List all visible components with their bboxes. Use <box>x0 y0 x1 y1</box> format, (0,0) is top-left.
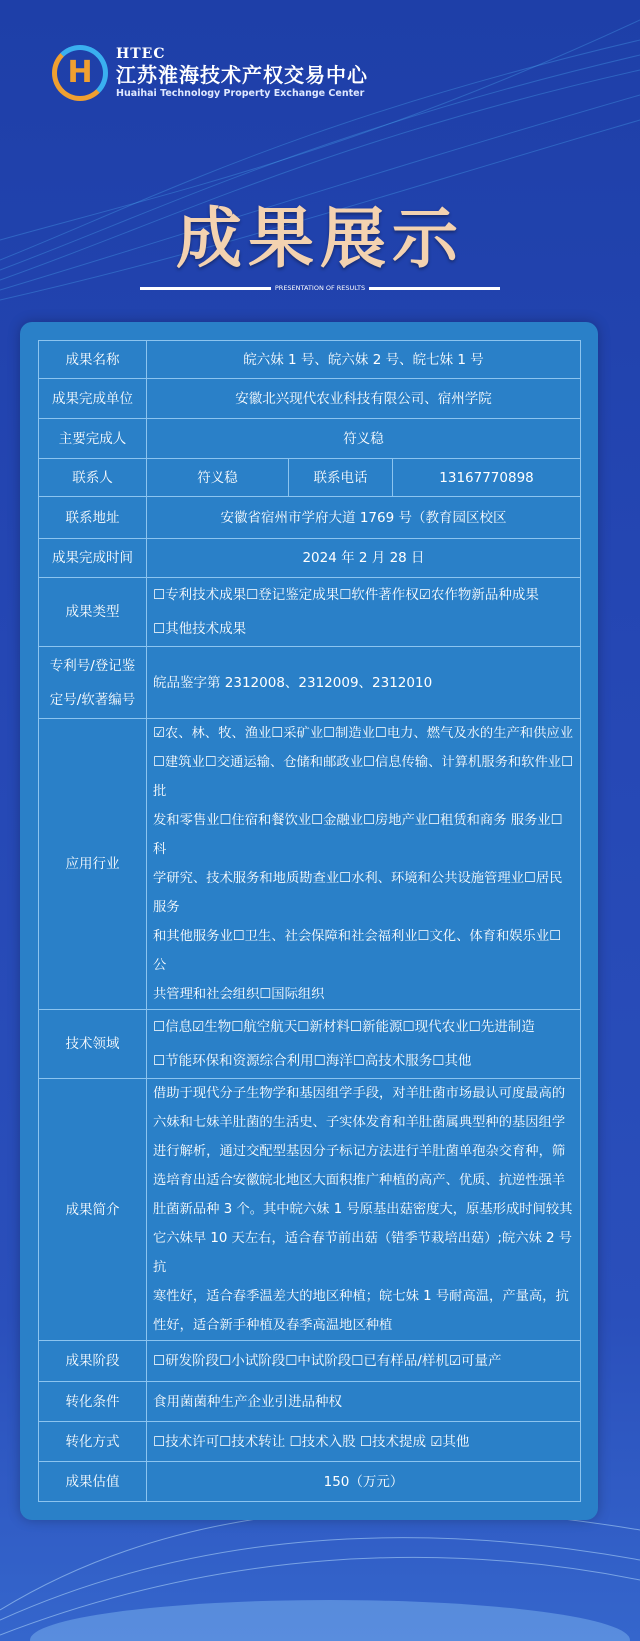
line: 发和零售业☐住宿和餐饮业☐金融业☐房地产业☐租赁和商务 服务业☐科 <box>153 813 563 857</box>
divider <box>140 287 271 290</box>
row-value <box>147 1010 581 1079</box>
table-row-date <box>39 539 581 578</box>
row-label: 应用行业 <box>39 719 147 1010</box>
row-value <box>147 578 581 647</box>
line: 性好，适合新手种植及春季高温地区种植 <box>153 1318 393 1333</box>
line: 选培育出适合安徽皖北地区大面积推广种植的高产、优质、抗逆性强羊 <box>153 1173 566 1188</box>
line: 定号/软著编号 <box>49 691 136 708</box>
row-value: ☐研发阶段☐小试阶段☐中试阶段☐已有样品/样机☑可量产 <box>147 1341 581 1382</box>
row-label: 成果完成时间 <box>39 539 147 578</box>
row-value: 安徽省宿州市学府大道 1769 号（教育园区校区 <box>147 497 581 539</box>
table-row-unit <box>39 379 581 419</box>
line: ☐专利技术成果☐登记鉴定成果☐软件著作权☑农作物新品种成果 <box>153 587 539 603</box>
row-label: 成果完成单位 <box>39 379 147 419</box>
row-label: 成果阶段 <box>39 1341 147 1382</box>
table-row-name <box>39 341 581 379</box>
page-title: 成果展示 <box>176 199 464 277</box>
table-row-type <box>39 578 581 647</box>
organization-logo <box>52 45 368 101</box>
table-row-industry <box>39 719 581 1010</box>
logo-chinese-name: 江苏淮海技术产权交易中心 <box>116 63 368 87</box>
row-value: 2024 年 2 月 28 日 <box>147 539 581 578</box>
row-label: 成果简介 <box>39 1079 147 1341</box>
row-value: 符义稳 <box>147 419 581 459</box>
line: 借助于现代分子生物学和基因组学手段，对羊肚菌市场最认可度最高的 <box>153 1086 566 1101</box>
table-row-field <box>39 1010 581 1079</box>
row-label: 转化方式 <box>39 1422 147 1462</box>
row-value <box>147 719 581 1010</box>
htec-logo-icon: H <box>52 45 108 101</box>
divider <box>369 287 500 290</box>
row-label: 联系人 <box>39 459 147 497</box>
row-value: 150（万元） <box>147 1462 581 1502</box>
table-row-valuation <box>39 1462 581 1502</box>
row-value: 食用菌菌种生产企业引进品种权 <box>147 1382 581 1422</box>
line: 共管理和社会组织☐国际组织 <box>153 987 325 1002</box>
row-value: 安徽北兴现代农业科技有限公司、宿州学院 <box>147 379 581 419</box>
line: 和其他服务业☐卫生、社会保障和社会福利业☐文化、体育和娱乐业☐公 <box>153 929 562 973</box>
line: ☐建筑业☐交通运输、仓储和邮政业☐信息传输、计算机服务和软件业☐批 <box>153 755 573 799</box>
line: ☐信息☑生物☐航空航天☐新材料☐新能源☐现代农业☐先进制造 <box>153 1019 535 1035</box>
row-label <box>39 647 147 719</box>
table-row-contact <box>39 459 581 497</box>
line: ☑农、林、牧、渔业☐采矿业☐制造业☐电力、燃气及水的生产和供应业 <box>153 726 573 741</box>
row-label: 技术领域 <box>39 1010 147 1079</box>
table-row-address <box>39 497 581 539</box>
row-label: 成果名称 <box>39 341 147 379</box>
line: 学研究、技术服务和地质勘查业☐水利、环境和公共设施管理业☐居民服务 <box>153 871 563 915</box>
row-label: 成果类型 <box>39 578 147 647</box>
line: 寒性好，适合春季温差大的地区种植；皖七妹 1 号耐高温，产量高，抗 <box>153 1289 569 1304</box>
row-label: 转化条件 <box>39 1382 147 1422</box>
logo-english-name: Huaihai Technology Property Exchange Center <box>116 88 365 99</box>
phone-number: 13167770898 <box>393 459 581 497</box>
row-value: 皖六妹 1 号、皖六妹 2 号、皖七妹 1 号 <box>147 341 581 379</box>
line: 六妹和七妹羊肚菌的生活史、子实体发育和羊肚菌属典型种的基因组学 <box>153 1115 566 1130</box>
line: 它六妹早 10 天左右，适合春节前出菇（错季节栽培出菇）;皖六妹 2 号抗 <box>153 1231 573 1275</box>
table-row-patent <box>39 647 581 719</box>
page-subtitle: PRESENTATION OF RESULTS <box>274 284 366 292</box>
results-card <box>20 322 598 1520</box>
subtitle-row <box>140 284 500 292</box>
row-label: 主要完成人 <box>39 419 147 459</box>
results-table <box>38 340 581 1502</box>
table-row-stage <box>39 1341 581 1382</box>
logo-abbreviation: HTEC <box>116 46 166 62</box>
row-value: ☐技术许可☐技术转让 ☐技术入股 ☐技术提成 ☑其他 <box>147 1422 581 1462</box>
line: ☐节能环保和资源综合利用☐海洋☐高技术服务☐其他 <box>153 1053 472 1069</box>
phone-label: 联系电话 <box>289 459 393 497</box>
table-row-condition <box>39 1382 581 1422</box>
table-row-method <box>39 1422 581 1462</box>
line: 进行解析，通过交配型基因分子标记方法进行羊肚菌单孢杂交育种，筛 <box>153 1144 566 1159</box>
row-value: 皖品鉴字第 2312008、2312009、2312010 <box>147 647 581 719</box>
contact-name: 符义稳 <box>147 459 289 497</box>
table-row-person <box>39 419 581 459</box>
row-label: 成果估值 <box>39 1462 147 1502</box>
line: 肚菌新品种 3 个。其中皖六妹 1 号原基出菇密度大，原基形成时间较其 <box>153 1202 573 1217</box>
line: 专利号/登记鉴 <box>49 657 136 674</box>
table-row-summary <box>39 1079 581 1341</box>
row-label: 联系地址 <box>39 497 147 539</box>
row-value <box>147 1079 581 1341</box>
line: ☐其他技术成果 <box>153 621 247 637</box>
